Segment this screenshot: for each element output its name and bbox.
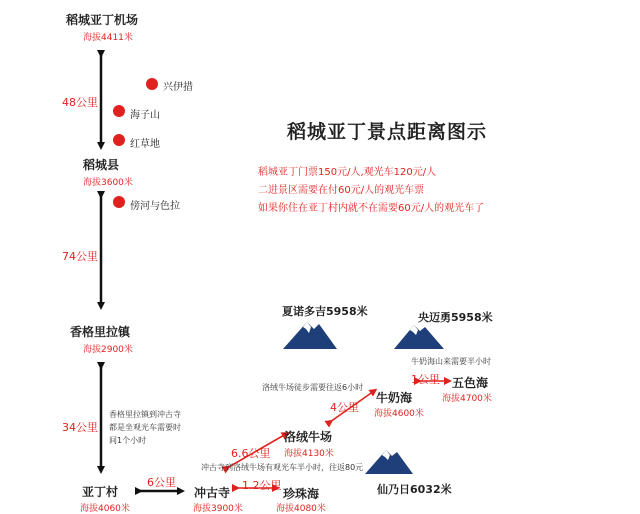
poi-dot-xingyicuo: [146, 78, 158, 90]
mountain-icon-yangmaiyong: [394, 325, 444, 349]
poi-dot-bangheyu: [113, 196, 125, 208]
info-line-2: 二进景区需要在付60元/人的观光车票: [258, 185, 425, 196]
poi-dot-haizishan: [113, 105, 125, 117]
poi-hongcaodi: 红草地: [130, 139, 160, 150]
poi-dot-hongcaodi: [113, 134, 125, 146]
distance-niunai-wuse: 1公里: [411, 373, 440, 386]
peak-xianuoduoji: 夏诺多吉5958米: [282, 305, 368, 318]
place-yading-village: 亚丁村: [82, 485, 119, 499]
place-chonggu-temple: 冲古寺: [194, 486, 231, 500]
place-wuse-lake: 五色海: [452, 376, 489, 390]
distance-daocheng-xianggelila: 74公里: [62, 250, 98, 263]
bus-note-line-2: 都是坐观光车需要时: [109, 423, 181, 432]
distance-airport-daocheng: 48公里: [62, 96, 98, 109]
place-niunai-lake: 牛奶海: [376, 391, 413, 405]
distance-chonggu-zhenzhu: 1.2公里: [242, 479, 282, 492]
distance-luorong-niunai: 4公里: [330, 401, 359, 414]
note-chonggu-luorong-bus: 冲古寺到洛绒牛场有观光车半小时，往返80元: [201, 463, 364, 472]
peak-yangmaiyong: 央迈勇5958米: [418, 311, 493, 324]
bus-note-line-1: 香格里拉镇到冲古寺: [109, 410, 181, 419]
place-xianggelila: 香格里拉镇: [70, 325, 131, 339]
altitude-yading-village: 海拔4060米: [80, 504, 130, 514]
distance-chonggu-luorong: 6.6公里: [231, 447, 271, 460]
mountain-icon-xianuoduoji: [283, 322, 337, 349]
distance-yading-chonggu: 6公里: [147, 476, 176, 489]
info-line-1: 稻城亚丁门票150元/人,观光车120元/人: [258, 167, 437, 178]
altitude-xianggelila: 海拔2900米: [83, 345, 133, 355]
distance-xianggelila-yading: 34公里: [62, 421, 98, 434]
poi-bangheyu: 傍河与色拉: [130, 201, 180, 212]
altitude-niunai-lake: 海拔4600米: [374, 409, 424, 419]
place-daocheng: 稻城县: [83, 158, 120, 172]
peak-xiannairi: 仙乃日6032米: [377, 483, 452, 496]
place-luorong-ranch: 洛绒牛场: [284, 430, 333, 444]
altitude-airport: 海拔4411米: [83, 33, 133, 43]
note-niunai-wuse: 牛奶海山来需要半小时: [411, 357, 491, 366]
note-luorong-niunai: 洛绒牛场徒步需要往返6小时: [262, 383, 364, 392]
info-line-3: 如果你住在亚丁村内就不在需要60元/人的观光车了: [258, 203, 485, 214]
bus-note-line-3: 间1个小时: [109, 436, 147, 445]
altitude-luorong-ranch: 海拔4130米: [284, 449, 334, 459]
altitude-daocheng: 海拔3600米: [83, 178, 133, 188]
poi-xingyicuo: 兴伊措: [163, 82, 193, 93]
place-zhenzhu-lake: 珍珠海: [283, 487, 320, 501]
place-airport: 稻城亚丁机场: [66, 13, 139, 27]
altitude-chonggu-temple: 海拔3900米: [193, 504, 243, 514]
page-title: 稻城亚丁景点距离图示: [287, 121, 488, 143]
altitude-wuse-lake: 海拔4700米: [442, 394, 492, 404]
poi-haizishan: 海子山: [130, 110, 160, 121]
altitude-zhenzhu-lake: 海拔4080米: [276, 504, 326, 514]
mountain-icon-xiannairi: [365, 450, 413, 474]
